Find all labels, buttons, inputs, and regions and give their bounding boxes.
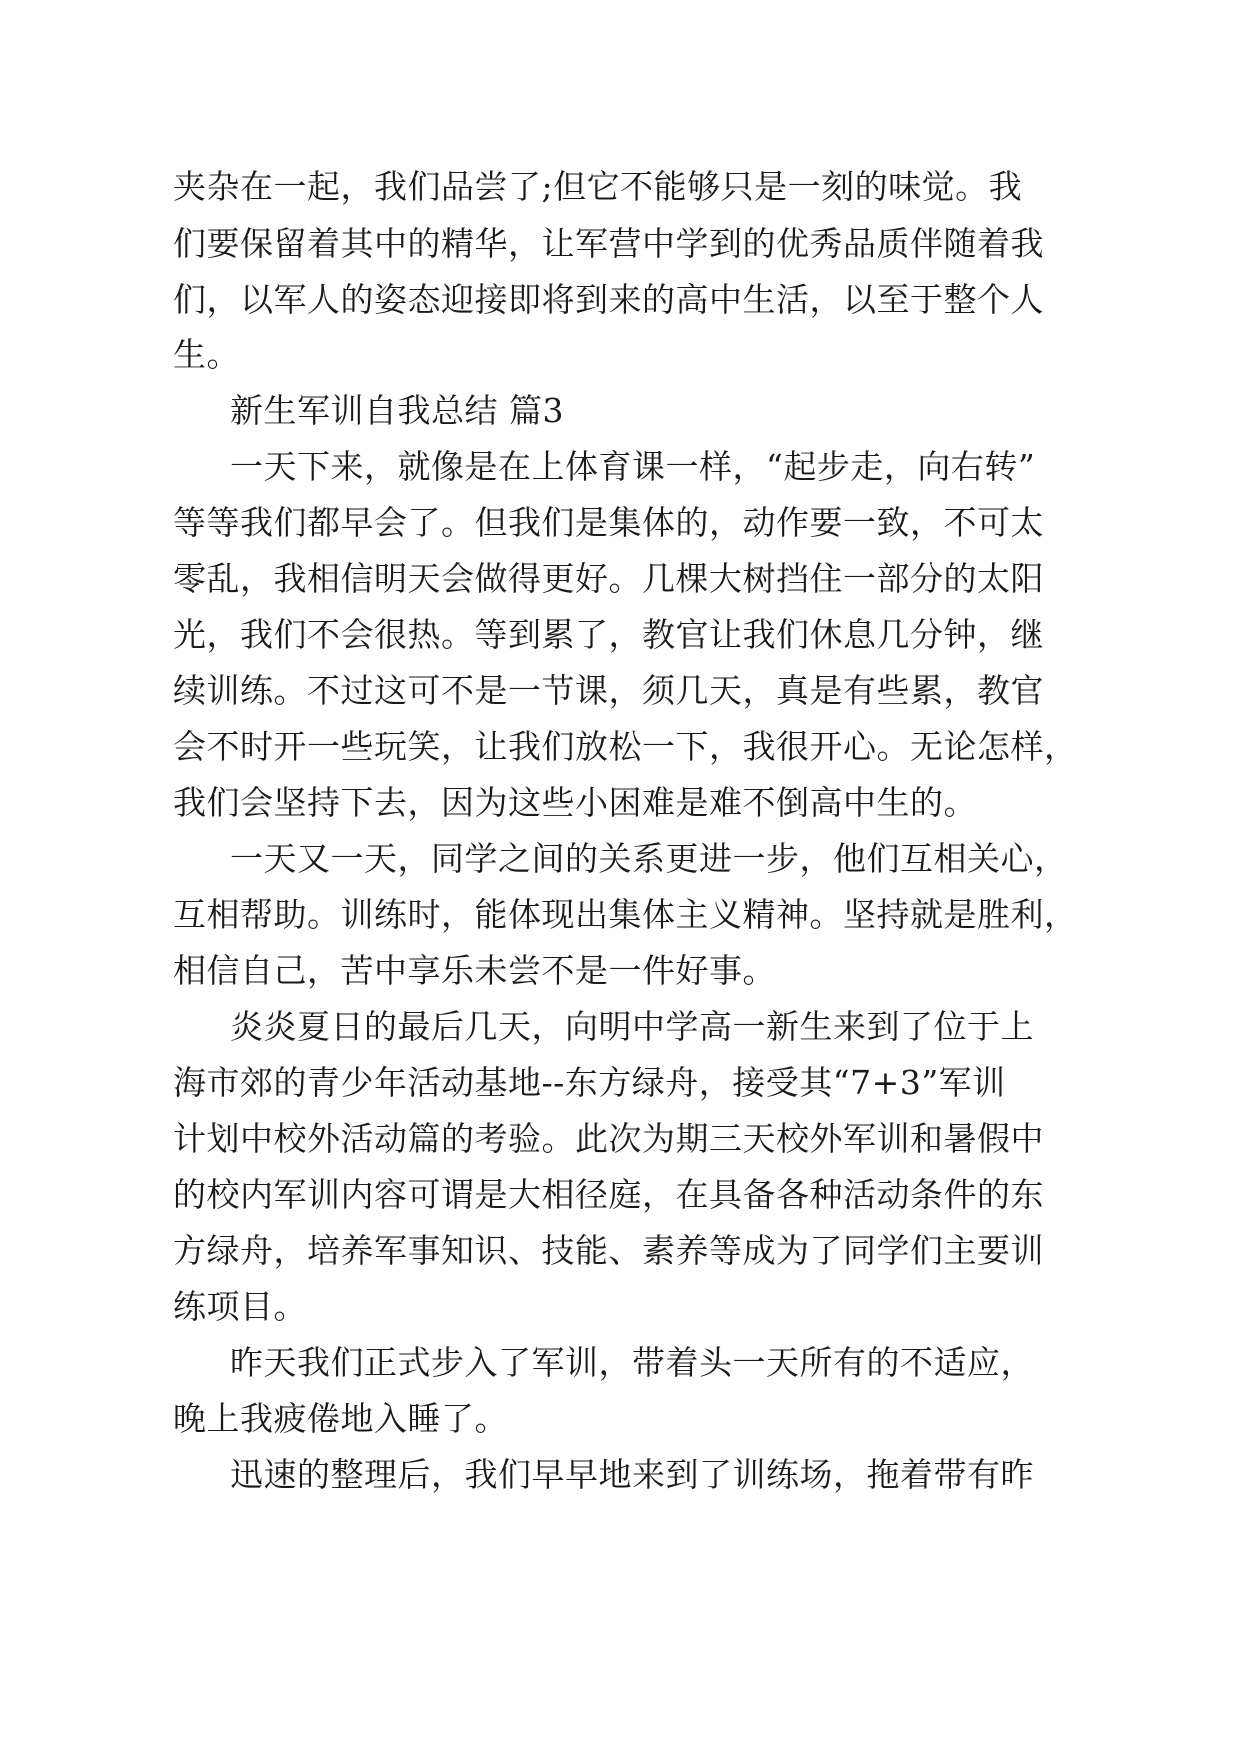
text-line: 迅速的整理后，我们早早地来到了训练场，拖着带有昨 [230, 1455, 1034, 1494]
text-line: 相信自己，苦中享乐未尝不是一件好事。 [173, 951, 776, 990]
text-line: 夹杂在一起，我们品尝了;但它不能够只是一刻的味觉。我 [173, 167, 1023, 206]
text-line: 的校内军训内容可谓是大相径庭，在具备各种活动条件的东 [173, 1175, 1044, 1214]
text-line: 一天又一天，同学之间的关系更进一步，他们互相关心， [230, 839, 1068, 878]
text-line: 互相帮助。训练时，能体现出集体主义精神。坚持就是胜利， [173, 895, 1078, 934]
text-line: 炎炎夏日的最后几天，向明中学高一新生来到了位于上 [230, 1007, 1034, 1046]
text-line: 方绿舟，培养军事知识、技能、素养等成为了同学们主要训 [173, 1231, 1044, 1270]
text-line: 练项目。 [173, 1287, 307, 1326]
text-line: 计划中校外活动篇的考验。此次为期三天校外军训和暑假中 [173, 1119, 1044, 1158]
text-line: 们要保留着其中的精华，让军营中学到的优秀品质伴随着我 [173, 224, 1044, 263]
text-line: 们，以军人的姿态迎接即将到来的高中生活，以至于整个人 [173, 280, 1044, 319]
text-line: 零乱，我相信明天会做得更好。几棵大树挡住一部分的太阳 [173, 559, 1044, 598]
text-line: 昨天我们正式步入了军训，带着头一天所有的不适应， [230, 1343, 1034, 1382]
text-line: 会不时开一些玩笑，让我们放松一下，我很开心。无论怎样， [173, 727, 1078, 766]
text-line: 等等我们都早会了。但我们是集体的，动作要一致，不可太 [173, 503, 1044, 542]
text-line: 生。 [173, 335, 240, 374]
text-line: 晚上我疲倦地入睡了。 [173, 1399, 508, 1438]
text-line: 一天下来，就像是在上体育课一样，“起步走，向右转” [230, 447, 1036, 486]
text-line: 海市郊的青少年活动基地--东方绿舟，接受其“7+3”军训 [173, 1063, 1006, 1102]
text-line: 光，我们不会很热。等到累了，教官让我们休息几分钟，继 [173, 615, 1044, 654]
text-line: 续训练。不过这可不是一节课，须几天，真是有些累，教官 [173, 671, 1044, 710]
text-line: 我们会坚持下去，因为这些小困难是难不倒高中生的。 [173, 783, 977, 822]
section-heading: 新生军训自我总结 篇3 [230, 391, 564, 430]
